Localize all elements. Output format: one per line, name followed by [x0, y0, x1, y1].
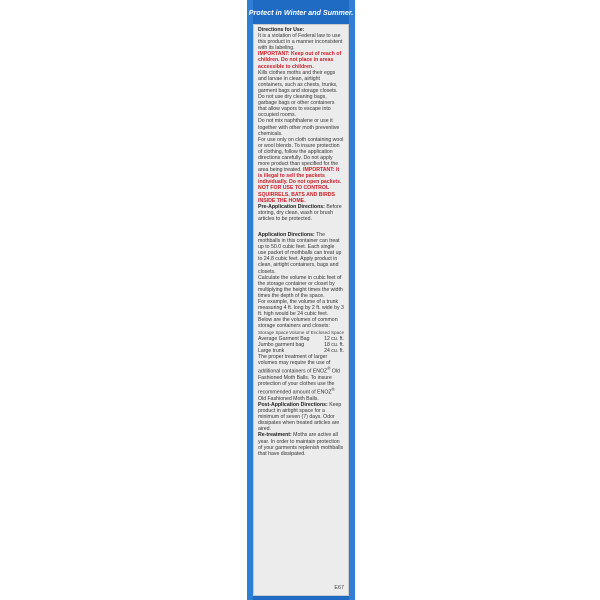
- banner-text: Protect in Winter and Summer.: [248, 7, 354, 17]
- storage-volume-table: [258, 330, 344, 354]
- table-cell-space: Jumbo garment bag: [258, 341, 305, 348]
- panel-edge-right: [349, 0, 355, 600]
- spacer: [258, 222, 344, 232]
- keep-out-of-reach-warning: IMPORTANT: Keep out of reach of children. Do not place in areas accessible to children.: [258, 51, 342, 70]
- directions-copy: [254, 25, 348, 457]
- post-application-paragraph: [258, 402, 344, 432]
- registered-mark: ®: [331, 387, 335, 393]
- larger-volumes-part2: Old Fashioned Moth Balls. To insure protection of your clothes use the recommended amount of ENOZ: [258, 368, 340, 396]
- naphthalene-text: Do not mix naphthalene or use it together with other moth preventive chemicals.: [258, 118, 340, 137]
- directions-label: [253, 24, 349, 596]
- wool-use-text: [258, 137, 344, 204]
- table-cell-volume: 12 cu. ft.: [324, 335, 344, 342]
- application-paragraph: [258, 232, 344, 275]
- application-heading: Application Directions:: [258, 232, 315, 238]
- pre-application-paragraph: [258, 204, 344, 222]
- pre-application-heading: Pre-Application Directions:: [258, 203, 325, 210]
- application-text: The mothballs in this container can treat up to 50.0 cubic feet. Each single use packet of mothballs can treat up to 24.8 cubic feet. Apply product in clean, airtight containers, bags and closets.: [258, 232, 342, 275]
- post-application-heading: Post-Application Directions:: [258, 402, 328, 408]
- directions-heading: Directions for Use:: [258, 27, 305, 33]
- post-application-text: Keep product in airtight space for a minimum of seven (7) days. Odor dissipates when treated articles are aired.: [258, 402, 342, 433]
- calculate-volume-text: Calculate the volume in cubic feet of the storage container or closet by multiplying the height times the width times the depth of the space.: [258, 274, 343, 299]
- violation-text: It is a violation of Federal law to use this product in a manner inconsistent with its labeling.: [258, 33, 343, 52]
- table-cell-volume: 24 cu. ft.: [324, 347, 344, 354]
- larger-volumes-part1: The proper treatment of larger volumes may require the use of additional containers of ENOZ: [258, 353, 331, 375]
- larger-volumes-part3: Old Fashioned Moth Balls.: [258, 395, 319, 402]
- table-cell-space: Average Garment Bag: [258, 335, 310, 342]
- retreatment-heading: Re-treatment:: [258, 432, 292, 439]
- table-header-space: Storage Space: [258, 329, 289, 335]
- retreatment-paragraph: [258, 432, 344, 456]
- registered-mark: ®: [327, 366, 331, 372]
- product-code: E67: [334, 585, 344, 591]
- wool-use-body: For use only on cloth containing wool or wool blends. To insure protection of clothing, follow the application directions carefully. Do not apply more product than specified for the area being treated.: [258, 136, 344, 174]
- larger-volumes-text: [258, 354, 344, 402]
- kills-moths-text: Kills clothes moths and their eggs and larvae in clean, airtight containers, such as chests, trunks, garment bags and storage closets.: [258, 69, 338, 94]
- example-volume-text: For example, the volume of a trunk measuring 4 ft. long by 2 ft. wide by 3 ft. high would be 24 cubic feet.: [258, 299, 344, 318]
- table-cell-space: Large trunk: [258, 347, 285, 354]
- retreatment-text: Moths are active all year. In order to maintain protection of your garments replenish mothballs that have dissipated.: [258, 432, 344, 457]
- illegal-sale-warning: IMPORTANT: It is illegal to sell the packets individually. Do not open packets. NOT FOR USE TO CONTROL SQUIRRELS, BATS AND BIRDS INSIDE THE HOME.: [258, 167, 342, 204]
- common-volumes-intro: Below are the volumes of common storage containers and closets:: [258, 317, 338, 330]
- table-cell-volume: 18 cu. ft.: [324, 341, 344, 348]
- pre-application-text: Before storing, dry clean, wash or brush articles to be protected.: [258, 203, 342, 222]
- dry-cleaning-bags-text: Do not use dry cleaning bags, garbage bags or other containers that allow vapors to escape into occupied rooms.: [258, 94, 335, 119]
- protect-banner: [248, 2, 354, 22]
- table-header-volume: Volume of Enclosed Space: [289, 329, 344, 335]
